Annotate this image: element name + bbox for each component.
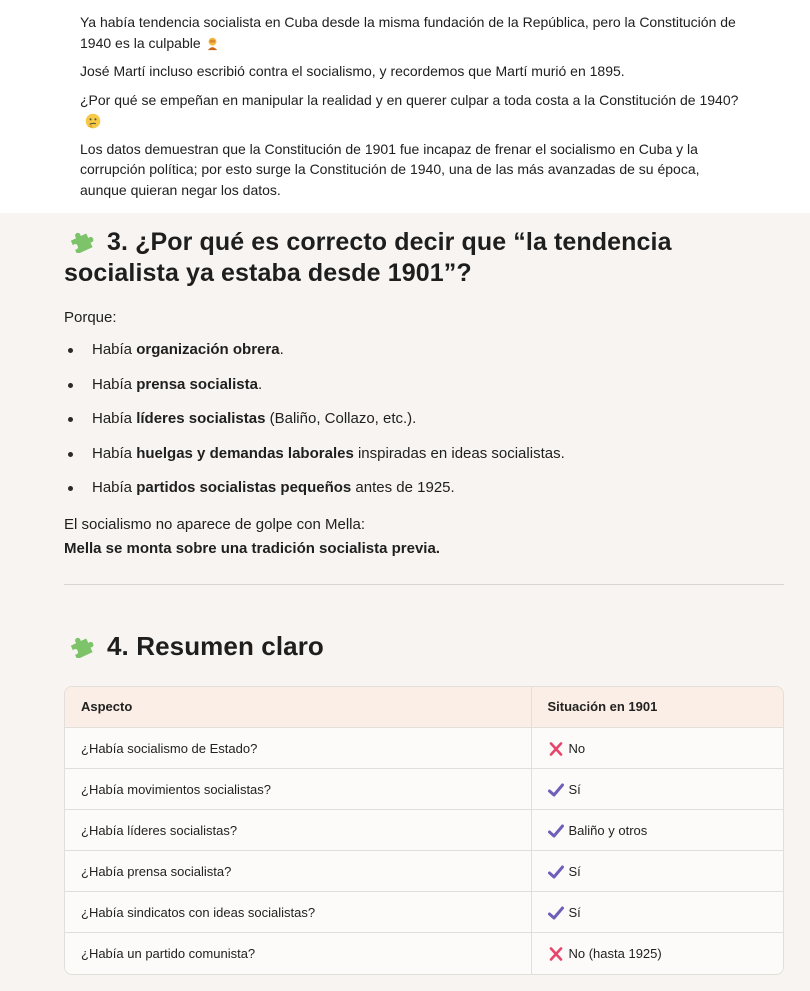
status-cell [531, 728, 783, 769]
summary-table [64, 686, 784, 975]
aspect-cell: ¿Había socialismo de Estado? [65, 728, 531, 769]
section-3-lead: Porque: [64, 309, 117, 326]
table-row [65, 769, 783, 810]
aspect-cell: ¿Había líderes socialistas? [65, 810, 531, 851]
cross-icon [548, 742, 564, 756]
status-cell [531, 810, 783, 851]
table-row [65, 728, 783, 769]
closing-line-1: El socialismo no aparece de golpe con Mella: [64, 515, 366, 533]
check-icon [548, 783, 564, 797]
aspect-cell: ¿Había un partido comunista? [65, 933, 531, 974]
intro-paragraph-3: ¿Por qué se empeñan en manipular la realidad y en querer culpar a toda costa a la Constitución de 1940? [80, 90, 746, 131]
reasons-list [64, 340, 784, 498]
table-header-row [65, 687, 783, 728]
table-row [65, 851, 783, 892]
section-4-heading: 4. Resumen claro [64, 631, 784, 662]
thinking-face-icon [84, 112, 102, 130]
section-3 [64, 213, 784, 585]
section-3-closing [64, 513, 784, 561]
status-cell [531, 892, 783, 933]
status-cell [531, 933, 783, 974]
section-3-heading: 3. ¿Por qué es correcto decir que “la tendencia socialista ya estaba desde 1901”? [64, 228, 672, 287]
aspect-cell: ¿Había prensa socialista? [65, 851, 531, 892]
table-row [65, 933, 783, 974]
section-divider [64, 584, 784, 585]
check-icon [548, 824, 564, 838]
puzzle-piece-icon [68, 227, 96, 253]
aspect-cell: ¿Había sindicatos con ideas socialistas? [65, 892, 531, 933]
table-row [65, 810, 783, 851]
response-document [0, 213, 784, 975]
status-value: No (hasta 1925) [568, 945, 662, 961]
column-header-aspect: Aspecto [65, 687, 531, 728]
closing-line-2: Mella se monta sobre una tradición socialista previa. [64, 539, 440, 557]
intro-paragraph-2: José Martí incluso escribió contra el socialismo, y recordemos que Martí murió en 1895. [80, 63, 625, 79]
puzzle-piece-icon [68, 632, 96, 658]
list-item: Había líderes socialistas (Baliño, Collazo, etc.). [64, 409, 784, 429]
status-value: Sí [568, 904, 581, 920]
section-4 [64, 631, 784, 975]
list-item: Había prensa socialista. [64, 375, 784, 395]
column-header-status: Situación en 1901 [531, 687, 783, 728]
status-value: No [568, 740, 586, 756]
person-facepalm-icon [205, 36, 220, 51]
list-item: Había organización obrera. [64, 340, 784, 360]
cross-icon [548, 947, 564, 961]
table-row [65, 892, 783, 933]
list-item: Había huelgas y demandas laborales inspiradas en ideas socialistas. [64, 444, 784, 464]
status-value: Baliño y otros [568, 822, 648, 838]
status-value: Sí [568, 863, 581, 879]
list-item: Había partidos socialistas pequeños antes de 1925. [64, 478, 784, 498]
message-text-block [0, 0, 810, 213]
status-cell [531, 851, 783, 892]
check-icon [548, 865, 564, 879]
check-icon [548, 906, 564, 920]
intro-paragraph-1: Ya había tendencia socialista en Cuba desde la misma fundación de la República, pero la Constitución de 1940 es la culpable [80, 14, 736, 51]
status-cell [531, 769, 783, 810]
intro-paragraph-4: Los datos demuestran que la Constitución de 1901 fue incapaz de frenar el socialismo en Cuba y la corrupción política; por esto surge la Constitución de 1940, una de las más avanzadas de su época, aunque quieran negar los datos. [80, 140, 700, 198]
aspect-cell: ¿Había movimientos socialistas? [65, 769, 531, 810]
status-value: Sí [568, 781, 581, 797]
